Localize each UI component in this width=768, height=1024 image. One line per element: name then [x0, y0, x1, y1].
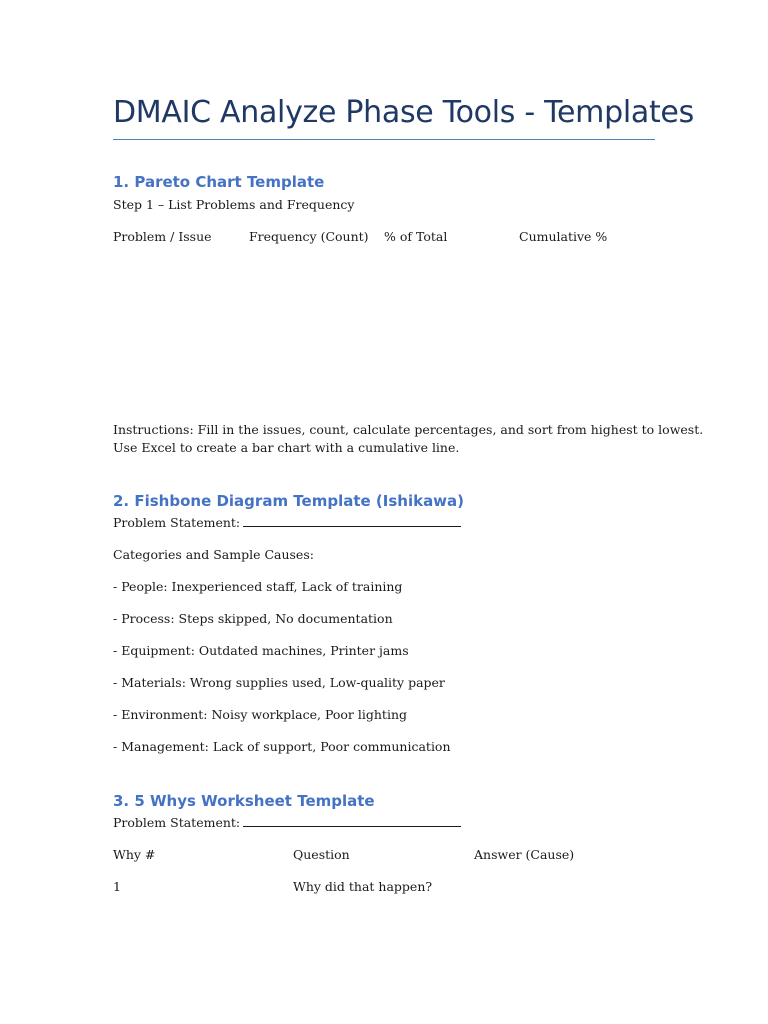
pareto-instructions-line2: Use Excel to create a bar chart with a cumulative line.	[113, 440, 460, 455]
pareto-heading: 1. Pareto Chart Template	[113, 173, 325, 191]
column-header-answer: Answer (Cause)	[474, 847, 575, 862]
question-cell: Why did that happen?	[293, 879, 433, 894]
column-header-frequency: Frequency (Count)	[249, 229, 369, 244]
column-header-question: Question	[293, 847, 350, 862]
whys-heading: 3. 5 Whys Worksheet Template	[113, 792, 375, 810]
pareto-instructions-line1: Instructions: Fill in the issues, count, calculate percentages, and sort from highest to lowest.	[113, 422, 704, 437]
title-underline	[113, 139, 655, 140]
column-header-problem: Problem / Issue	[113, 229, 212, 244]
cause-item-equipment: - Equipment: Outdated machines, Printer jams	[113, 643, 409, 658]
fishbone-categories-label: Categories and Sample Causes:	[113, 547, 314, 562]
problem-statement-blank[interactable]	[243, 514, 461, 527]
why-number-cell: 1	[113, 879, 121, 894]
pareto-step: Step 1 – List Problems and Frequency	[113, 197, 355, 212]
fishbone-problem-statement	[113, 514, 461, 532]
column-header-percent: % of Total	[384, 229, 448, 244]
cause-item-materials: - Materials: Wrong supplies used, Low-quality paper	[113, 675, 445, 690]
cause-item-process: - Process: Steps skipped, No documentation	[113, 611, 393, 626]
problem-statement-blank[interactable]	[243, 814, 461, 827]
problem-statement-label: Problem Statement:	[113, 515, 241, 530]
document-title: DMAIC Analyze Phase Tools - Templates	[113, 95, 694, 130]
column-header-cumulative: Cumulative %	[519, 229, 608, 244]
cause-item-environment: - Environment: Noisy workplace, Poor lighting	[113, 707, 408, 722]
whys-problem-statement	[113, 814, 461, 832]
table-row	[113, 878, 655, 896]
fishbone-heading: 2. Fishbone Diagram Template (Ishikawa)	[113, 492, 465, 510]
cause-item-management: - Management: Lack of support, Poor communication	[113, 739, 451, 754]
whys-table-header	[113, 846, 655, 864]
cause-item-people: - People: Inexperienced staff, Lack of training	[113, 579, 403, 594]
pareto-table-header	[113, 228, 655, 246]
column-header-why-number: Why #	[113, 847, 156, 862]
problem-statement-label: Problem Statement:	[113, 815, 241, 830]
